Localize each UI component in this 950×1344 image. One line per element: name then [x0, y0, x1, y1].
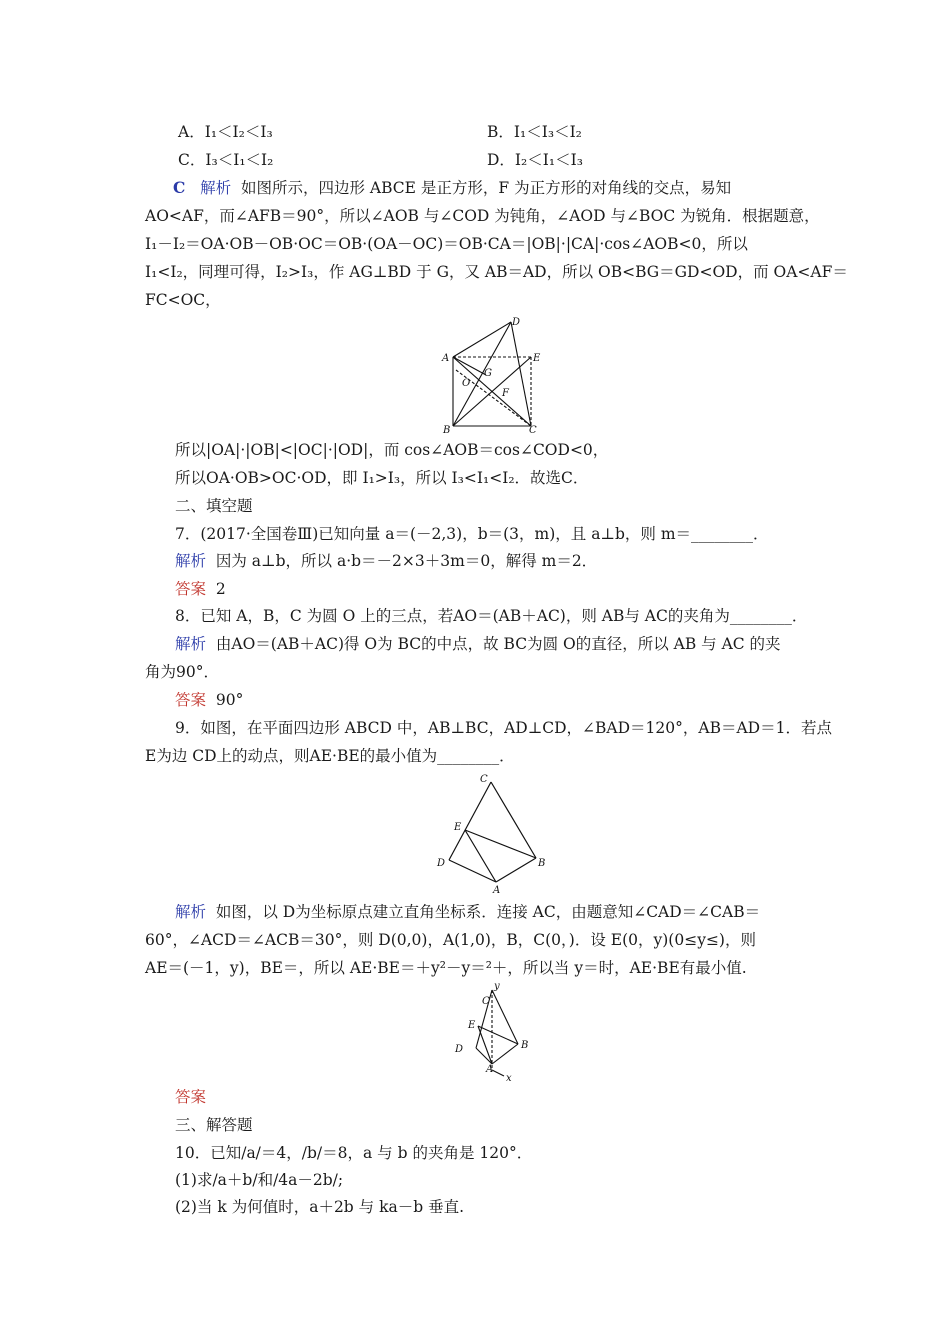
fig2-label-e: E — [454, 822, 462, 833]
fig1-label-a: A — [442, 353, 450, 364]
q9-daan-label: 答案 — [175, 1088, 207, 1106]
fig1-label-d: D — [512, 317, 521, 328]
q6-solution-line1 — [173, 177, 843, 199]
fig1-label-b: B — [443, 425, 451, 436]
fig1-label-f: F — [502, 388, 509, 399]
q9-stem-line1: 9．如图，在平面四边形 ABCD 中，AB⊥BC，AD⊥CD，∠BAD＝120°，AB＝AD＝1．若点 — [175, 719, 832, 737]
fig1-label-o: O — [462, 378, 471, 389]
fig3-label-y: y — [494, 981, 500, 992]
figure-quadrilateral-abcd — [434, 770, 552, 894]
fig2-label-a: A — [493, 885, 501, 894]
q9-answer-line — [175, 1086, 845, 1108]
q9-solution-line2: 60°，∠ACD＝∠ACB＝30°，则 D(0,0)，A(1,0)，B，C(0，)．设 E(0，y)(0≤y≤)，则 — [145, 931, 756, 949]
fig3-label-b: B — [521, 1040, 529, 1051]
q6-solution-line2: AO<AF，而∠AFB＝90°，所以∠AOB 与∠COD 为钝角，∠AOD 与∠BOC 为锐角．根据题意， — [145, 207, 820, 225]
q8-jiexi-label: 解析 — [175, 635, 207, 653]
option-a: A．I₁＜I₂＜I₃ — [178, 123, 273, 141]
q8-answer: 90° — [215, 691, 244, 709]
q8-answer-line — [175, 689, 845, 711]
fig3-label-c: C — [482, 996, 490, 1007]
fig2-label-c: C — [480, 774, 488, 785]
q7-solution-text: 因为 a⊥b，所以 a·b＝－2×3＋3m＝0，解得 m＝2． — [215, 552, 598, 570]
q6-solution-line4: I₁<I₂，同理可得，I₂>I₃，作 AG⊥BD 于 G，又 AB＝AD，所以 OB<BG＝GD<OD，而 OA<AF＝ — [145, 263, 848, 281]
q6-conclusion-2: 所以OA·OB>OC·OD，即 I₁>I₃，所以 I₃<I₁<I₂．故选C． — [175, 469, 589, 487]
q6-line1-text: 如图所示，四边形 ABCE 是正方形，F 为正方形的对角线的交点，易知 — [241, 179, 732, 197]
q9-solution-line1 — [175, 901, 845, 923]
q9-jiexi-label: 解析 — [175, 903, 207, 921]
fig1-label-g: G — [484, 368, 492, 379]
q7-stem: 7．(2017·全国卷Ⅲ)已知向量 a＝(－2,3)，b＝(3，m)，且 a⊥b，则 m＝________． — [175, 525, 769, 543]
option-d: D．I₂＜I₁＜I₃ — [487, 151, 583, 169]
q7-answer-line — [175, 578, 845, 600]
q9-solution-text1: 如图，以 D为坐标原点建立直角坐标系．连接 AC，由题意知∠CAD＝∠CAB＝ — [215, 903, 761, 921]
q8-stem: 8．已知 A，B，C 为圆 O 上的三点，若AO＝(AB＋AC)，则 AB与 AC的夹角为________． — [175, 607, 808, 625]
q6-solution-line3: I₁－I₂＝OA·OB－OB·OC＝OB·(OA－OC)＝OB·CA＝|OB|·|CA|·cos∠AOB<0，所以 — [145, 235, 748, 253]
section-fill-in: 二、填空题 — [175, 497, 253, 515]
fig2-label-b: B — [538, 858, 546, 869]
q7-answer: 2 — [215, 580, 226, 598]
q10-part2: (2)当 k 为何值时，a＋2b 与 ka－b 垂直. — [175, 1198, 464, 1216]
q7-solution — [175, 550, 845, 572]
fig1-label-c: C — [529, 425, 537, 436]
option-b: B．I₁＜I₃＜I₂ — [487, 123, 582, 141]
q9-solution-line3: AE＝(－1，y)，BE＝，所以 AE·BE＝＋y²－y＝²＋，所以当 y＝时，AE·BE有最小值. — [145, 959, 747, 977]
q7-jiexi-label: 解析 — [175, 552, 207, 570]
fig1-label-e: E — [533, 353, 541, 364]
fig3-label-d: D — [455, 1044, 464, 1055]
q6-solution-line5: FC<OC， — [145, 291, 221, 309]
figure-coordinate-abcd — [448, 980, 538, 1086]
q10-stem: 10．已知/a/＝4，/b/＝8，a 与 b 的夹角是 120°． — [175, 1144, 533, 1162]
q8-daan-label: 答案 — [175, 691, 207, 709]
fig2-label-d: D — [437, 858, 446, 869]
fig3-label-a: A — [486, 1064, 494, 1075]
q10-part1: (1)求/a＋b/和/4a－2b/; — [175, 1171, 344, 1189]
section-answer: 三、解答题 — [175, 1116, 253, 1134]
q8-solution-line2: 角为90°． — [145, 663, 219, 681]
q8-solution-text1: 由AO＝(AB＋AC)得 O为 BC的中点，故 BC为圆 O的直径，所以 AB 与 AC 的夹 — [215, 635, 781, 653]
q6-answer-letter: C — [173, 178, 186, 197]
option-c: C．I₃＜I₁＜I₂ — [178, 151, 274, 169]
fig3-label-x: x — [506, 1073, 512, 1084]
q6-jiexi-label: 解析 — [200, 179, 232, 197]
q7-daan-label: 答案 — [175, 580, 207, 598]
q9-stem-line2: E为边 CD上的动点，则AE·BE的最小值为________． — [145, 747, 515, 765]
q8-solution-line1 — [175, 633, 845, 655]
q6-conclusion-1: 所以|OA|·|OB|<|OC|·|OD|，而 cos∠AOB＝cos∠COD<0， — [175, 441, 609, 459]
figure-square-abce — [436, 312, 548, 436]
fig3-label-e: E — [468, 1020, 476, 1031]
